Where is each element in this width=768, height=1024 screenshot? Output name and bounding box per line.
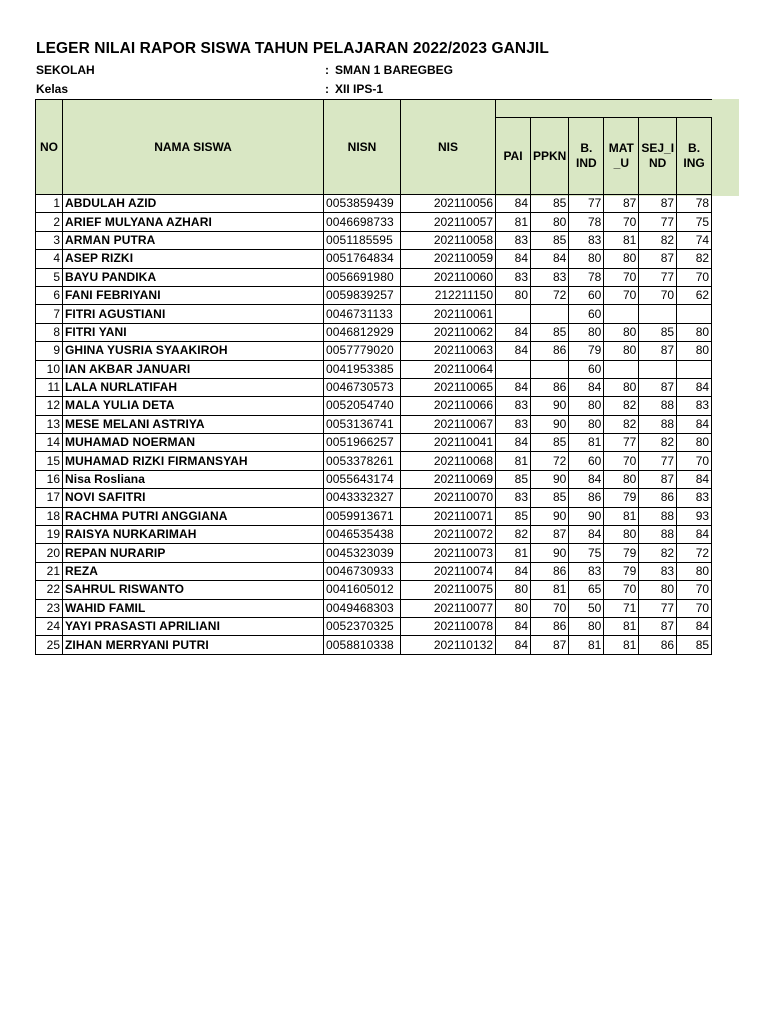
cell-pai (496, 305, 531, 323)
cell-nama: LALA NURLATIFAH (63, 378, 324, 396)
cell-mat: 80 (604, 378, 639, 396)
cell-sej: 88 (639, 526, 677, 544)
cell-sej: 80 (639, 581, 677, 599)
cell-no: 15 (36, 452, 63, 470)
cell-sej: 88 (639, 507, 677, 525)
cell-sej: 87 (639, 378, 677, 396)
cell-nis: 202110066 (401, 397, 496, 415)
table-row (36, 213, 712, 231)
table-row (36, 286, 712, 304)
cell-pai: 84 (496, 617, 531, 635)
cell-ppkn: 86 (531, 378, 569, 396)
school-value: SMAN 1 BAREGBEG (335, 63, 454, 77)
cell-no: 14 (36, 434, 63, 452)
cell-bind: 80 (569, 397, 604, 415)
cell-pai: 84 (496, 195, 531, 213)
cell-mat (604, 360, 639, 378)
cell-mat: 79 (604, 562, 639, 580)
table-body (36, 195, 712, 655)
cell-pai: 85 (496, 470, 531, 488)
cell-no: 1 (36, 195, 63, 213)
cell-no: 24 (36, 617, 63, 635)
cell-pai: 84 (496, 323, 531, 341)
cell-mat: 82 (604, 415, 639, 433)
cell-ppkn: 85 (531, 195, 569, 213)
cell-bing: 84 (677, 415, 712, 433)
cell-nama: FITRI AGUSTIANI (63, 305, 324, 323)
cell-bing: 70 (677, 268, 712, 286)
page-title: LEGER NILAI RAPOR SISWA TAHUN PELAJARAN 2022/2023 GANJIL (36, 40, 549, 57)
cell-sej: 77 (639, 452, 677, 470)
cell-nisn: 0058810338 (324, 636, 401, 654)
cell-nis: 202110075 (401, 581, 496, 599)
cell-ppkn: 70 (531, 599, 569, 617)
cell-sej: 87 (639, 470, 677, 488)
cell-nisn: 0043332327 (324, 489, 401, 507)
cell-no: 22 (36, 581, 63, 599)
cell-nisn: 0059839257 (324, 286, 401, 304)
cell-bing: 70 (677, 581, 712, 599)
cell-bind: 75 (569, 544, 604, 562)
cell-nis: 202110072 (401, 526, 496, 544)
cell-nama: MUHAMAD RIZKI FIRMANSYAH (63, 452, 324, 470)
cell-nis: 202110064 (401, 360, 496, 378)
cell-no: 10 (36, 360, 63, 378)
cell-pai: 80 (496, 286, 531, 304)
table-row (36, 507, 712, 525)
cell-sej: 87 (639, 250, 677, 268)
cell-nisn: 0046698733 (324, 213, 401, 231)
cell-bind: 78 (569, 268, 604, 286)
table-row (36, 342, 712, 360)
cell-nis: 202110077 (401, 599, 496, 617)
cell-bind: 50 (569, 599, 604, 617)
header-nisn: NISN (324, 100, 401, 195)
cell-no: 9 (36, 342, 63, 360)
cell-bind: 80 (569, 617, 604, 635)
cell-nama: ASEP RIZKI (63, 250, 324, 268)
cell-bing: 93 (677, 507, 712, 525)
cell-nis: 202110061 (401, 305, 496, 323)
cell-nama: RACHMA PUTRI ANGGIANA (63, 507, 324, 525)
cell-sej: 77 (639, 268, 677, 286)
cell-mat: 70 (604, 213, 639, 231)
cell-nama: FANI FEBRIYANI (63, 286, 324, 304)
cell-ppkn: 83 (531, 268, 569, 286)
cell-mat: 87 (604, 195, 639, 213)
cell-bing: 80 (677, 323, 712, 341)
cell-ppkn (531, 305, 569, 323)
cell-ppkn: 90 (531, 397, 569, 415)
class-label: Kelas (36, 82, 69, 96)
cell-ppkn: 84 (531, 250, 569, 268)
cell-nisn: 0046535438 (324, 526, 401, 544)
cell-bind: 86 (569, 489, 604, 507)
cell-nisn: 0051966257 (324, 434, 401, 452)
table-row (36, 599, 712, 617)
cell-mat: 70 (604, 452, 639, 470)
cell-mat: 81 (604, 507, 639, 525)
cell-bind: 84 (569, 470, 604, 488)
cell-ppkn: 85 (531, 323, 569, 341)
cell-nama: RAISYA NURKARIMAH (63, 526, 324, 544)
cell-nama: MUHAMAD NOERMAN (63, 434, 324, 452)
cell-bind: 77 (569, 195, 604, 213)
cell-ppkn: 90 (531, 507, 569, 525)
cell-nisn: 0057779020 (324, 342, 401, 360)
cell-sej: 82 (639, 434, 677, 452)
cell-pai: 81 (496, 452, 531, 470)
cell-ppkn: 90 (531, 470, 569, 488)
cell-sej: 87 (639, 617, 677, 635)
cell-sej (639, 305, 677, 323)
cell-mat: 77 (604, 434, 639, 452)
table-row (36, 378, 712, 396)
cell-no: 7 (36, 305, 63, 323)
cell-bing: 80 (677, 434, 712, 452)
cell-mat: 80 (604, 250, 639, 268)
cell-bing: 82 (677, 250, 712, 268)
cell-nisn: 0046731133 (324, 305, 401, 323)
cell-pai (496, 360, 531, 378)
cell-mat: 70 (604, 268, 639, 286)
header-subject-bind: B. IND (569, 118, 604, 195)
cell-nama: ARIEF MULYANA AZHARI (63, 213, 324, 231)
table-row (36, 231, 712, 249)
cell-nisn: 0046730573 (324, 378, 401, 396)
cell-pai: 85 (496, 507, 531, 525)
cell-nis: 202110041 (401, 434, 496, 452)
cell-nis: 202110057 (401, 213, 496, 231)
cell-sej: 82 (639, 544, 677, 562)
header-subject-mat: MAT _U (604, 118, 639, 195)
cell-sej: 87 (639, 342, 677, 360)
cell-pai: 84 (496, 562, 531, 580)
cell-ppkn: 72 (531, 452, 569, 470)
cell-mat: 80 (604, 470, 639, 488)
cell-nisn: 0041953385 (324, 360, 401, 378)
table-row (36, 360, 712, 378)
cell-nama: IAN AKBAR JANUARI (63, 360, 324, 378)
cell-no: 25 (36, 636, 63, 654)
cell-no: 8 (36, 323, 63, 341)
cell-mat (604, 305, 639, 323)
cell-no: 2 (36, 213, 63, 231)
cell-bind: 65 (569, 581, 604, 599)
table-row (36, 470, 712, 488)
cell-bing: 80 (677, 342, 712, 360)
cell-nis: 202110070 (401, 489, 496, 507)
table-row (36, 305, 712, 323)
cell-sej: 86 (639, 489, 677, 507)
cell-mat: 79 (604, 489, 639, 507)
header-subject-sej: SEJ_I ND (639, 118, 677, 195)
cell-nisn: 0051764834 (324, 250, 401, 268)
cell-pai: 81 (496, 213, 531, 231)
cell-ppkn: 72 (531, 286, 569, 304)
cell-nama: ARMAN PUTRA (63, 231, 324, 249)
cell-no: 17 (36, 489, 63, 507)
cell-ppkn: 86 (531, 617, 569, 635)
cell-no: 3 (36, 231, 63, 249)
cell-nama: ABDULAH AZID (63, 195, 324, 213)
cell-nisn: 0053378261 (324, 452, 401, 470)
cell-nisn: 0041605012 (324, 581, 401, 599)
cell-nama: YAYI PRASASTI APRILIANI (63, 617, 324, 635)
cell-bing: 84 (677, 378, 712, 396)
cell-nama: WAHID FAMIL (63, 599, 324, 617)
cell-nis: 202110063 (401, 342, 496, 360)
cell-nisn: 0049468303 (324, 599, 401, 617)
table-row (36, 452, 712, 470)
cell-nis: 202110071 (401, 507, 496, 525)
cell-bing: 70 (677, 452, 712, 470)
cell-nis: 202110132 (401, 636, 496, 654)
header-nis: NIS (401, 100, 496, 195)
cell-mat: 79 (604, 544, 639, 562)
cell-sej: 87 (639, 195, 677, 213)
cell-bind: 80 (569, 250, 604, 268)
cell-nis: 202110068 (401, 452, 496, 470)
cell-nis: 202110069 (401, 470, 496, 488)
cell-ppkn: 87 (531, 636, 569, 654)
cell-bing (677, 360, 712, 378)
cell-nama: SAHRUL RISWANTO (63, 581, 324, 599)
cell-bind: 60 (569, 305, 604, 323)
table-row (36, 562, 712, 580)
cell-bind: 90 (569, 507, 604, 525)
table-row (36, 489, 712, 507)
cell-no: 4 (36, 250, 63, 268)
cell-sej: 77 (639, 213, 677, 231)
cell-mat: 71 (604, 599, 639, 617)
cell-pai: 83 (496, 415, 531, 433)
cell-ppkn (531, 360, 569, 378)
cell-bind: 83 (569, 231, 604, 249)
cell-nama: Nisa Rosliana (63, 470, 324, 488)
header-no: NO (36, 100, 63, 195)
cell-nis: 202110059 (401, 250, 496, 268)
table-row (36, 544, 712, 562)
cell-nisn: 0053136741 (324, 415, 401, 433)
cell-pai: 84 (496, 342, 531, 360)
cell-ppkn: 85 (531, 489, 569, 507)
cell-no: 5 (36, 268, 63, 286)
cell-mat: 70 (604, 581, 639, 599)
cell-no: 16 (36, 470, 63, 488)
cell-bind: 78 (569, 213, 604, 231)
cell-no: 6 (36, 286, 63, 304)
cell-mat: 81 (604, 231, 639, 249)
cell-no: 13 (36, 415, 63, 433)
cell-no: 23 (36, 599, 63, 617)
cell-bing: 85 (677, 636, 712, 654)
cell-pai: 83 (496, 397, 531, 415)
cell-bind: 81 (569, 434, 604, 452)
cell-sej: 85 (639, 323, 677, 341)
cell-bind: 84 (569, 378, 604, 396)
cell-nis: 212211150 (401, 286, 496, 304)
cell-bing: 84 (677, 617, 712, 635)
school-label: SEKOLAH (36, 63, 95, 77)
table-row (36, 268, 712, 286)
table-row (36, 617, 712, 635)
cell-pai: 84 (496, 636, 531, 654)
cell-sej: 86 (639, 636, 677, 654)
cell-bind: 80 (569, 323, 604, 341)
cell-bind: 60 (569, 452, 604, 470)
class-value: XII IPS-1 (335, 82, 384, 96)
cell-bind: 60 (569, 360, 604, 378)
cell-bing: 72 (677, 544, 712, 562)
cell-nis: 202110067 (401, 415, 496, 433)
cell-nis: 202110074 (401, 562, 496, 580)
header-subject-bing: B. ING (677, 118, 712, 195)
cell-bing: 70 (677, 599, 712, 617)
cell-bing: 84 (677, 526, 712, 544)
cell-ppkn: 90 (531, 544, 569, 562)
cell-no: 19 (36, 526, 63, 544)
cell-bing: 83 (677, 397, 712, 415)
header-subject-pai: PAI (496, 118, 531, 195)
cell-nis: 202110056 (401, 195, 496, 213)
cell-no: 18 (36, 507, 63, 525)
cell-mat: 81 (604, 636, 639, 654)
cell-mat: 80 (604, 526, 639, 544)
cell-nisn: 0046730933 (324, 562, 401, 580)
cell-sej: 70 (639, 286, 677, 304)
table-row (36, 397, 712, 415)
school-sep: : (325, 63, 329, 77)
cell-nis: 202110078 (401, 617, 496, 635)
cell-bing: 75 (677, 213, 712, 231)
cell-no: 20 (36, 544, 63, 562)
cell-ppkn: 86 (531, 342, 569, 360)
table-row (36, 581, 712, 599)
cell-nisn: 0059913671 (324, 507, 401, 525)
cell-pai: 83 (496, 489, 531, 507)
cell-ppkn: 90 (531, 415, 569, 433)
cell-nama: REZA (63, 562, 324, 580)
grade-table (35, 99, 712, 655)
cell-sej: 83 (639, 562, 677, 580)
cell-mat: 80 (604, 342, 639, 360)
cell-pai: 82 (496, 526, 531, 544)
table-row (36, 434, 712, 452)
cell-bing (677, 305, 712, 323)
header-nama: NAMA SISWA (63, 100, 324, 195)
cell-bind: 60 (569, 286, 604, 304)
cell-sej: 88 (639, 415, 677, 433)
cell-ppkn: 87 (531, 526, 569, 544)
cell-nis: 202110058 (401, 231, 496, 249)
cell-nis: 202110060 (401, 268, 496, 286)
cell-nama: GHINA YUSRIA SYAAKIROH (63, 342, 324, 360)
cell-ppkn: 85 (531, 231, 569, 249)
cell-nisn: 0051185595 (324, 231, 401, 249)
cell-nama: BAYU PANDIKA (63, 268, 324, 286)
cell-sej: 82 (639, 231, 677, 249)
table-row (36, 323, 712, 341)
table-row (36, 250, 712, 268)
cell-nisn: 0045323039 (324, 544, 401, 562)
table-row (36, 195, 712, 213)
cell-nis: 202110062 (401, 323, 496, 341)
cell-bing: 74 (677, 231, 712, 249)
cell-no: 11 (36, 378, 63, 396)
cell-bind: 83 (569, 562, 604, 580)
cell-bind: 79 (569, 342, 604, 360)
cell-mat: 70 (604, 286, 639, 304)
cell-nama: MALA YULIA DETA (63, 397, 324, 415)
cell-ppkn: 86 (531, 562, 569, 580)
header-subject-ppkn: PPKN (531, 118, 569, 195)
cell-nisn: 0053859439 (324, 195, 401, 213)
cell-nis: 202110065 (401, 378, 496, 396)
cell-sej (639, 360, 677, 378)
cell-bing: 62 (677, 286, 712, 304)
cell-nisn: 0055643174 (324, 470, 401, 488)
cell-nis: 202110073 (401, 544, 496, 562)
cell-ppkn: 85 (531, 434, 569, 452)
cell-pai: 84 (496, 434, 531, 452)
cell-pai: 80 (496, 581, 531, 599)
cell-pai: 83 (496, 268, 531, 286)
table-row (36, 636, 712, 654)
cell-bing: 83 (677, 489, 712, 507)
cell-mat: 82 (604, 397, 639, 415)
cell-ppkn: 81 (531, 581, 569, 599)
cell-ppkn: 80 (531, 213, 569, 231)
cell-nisn: 0052054740 (324, 397, 401, 415)
class-sep: : (325, 82, 329, 96)
cell-bind: 84 (569, 526, 604, 544)
cell-nama: MESE MELANI ASTRIYA (63, 415, 324, 433)
cell-sej: 77 (639, 599, 677, 617)
cell-nama: ZIHAN MERRYANI PUTRI (63, 636, 324, 654)
cell-sej: 88 (639, 397, 677, 415)
cell-nama: NOVI SAFITRI (63, 489, 324, 507)
cell-bing: 78 (677, 195, 712, 213)
cell-bing: 84 (677, 470, 712, 488)
table-row (36, 415, 712, 433)
cell-pai: 83 (496, 231, 531, 249)
cell-mat: 81 (604, 617, 639, 635)
cell-no: 12 (36, 397, 63, 415)
cell-no: 21 (36, 562, 63, 580)
cell-bind: 81 (569, 636, 604, 654)
cell-nama: REPAN NURARIP (63, 544, 324, 562)
cell-bind: 80 (569, 415, 604, 433)
cell-nama: FITRI YANI (63, 323, 324, 341)
cell-bing: 80 (677, 562, 712, 580)
cell-nisn: 0052370325 (324, 617, 401, 635)
cell-pai: 80 (496, 599, 531, 617)
cell-pai: 84 (496, 378, 531, 396)
cell-mat: 80 (604, 323, 639, 341)
table-row (36, 526, 712, 544)
cell-nisn: 0046812929 (324, 323, 401, 341)
cell-pai: 81 (496, 544, 531, 562)
header-subject-group (496, 100, 712, 118)
cell-nisn: 0056691980 (324, 268, 401, 286)
cell-pai: 84 (496, 250, 531, 268)
